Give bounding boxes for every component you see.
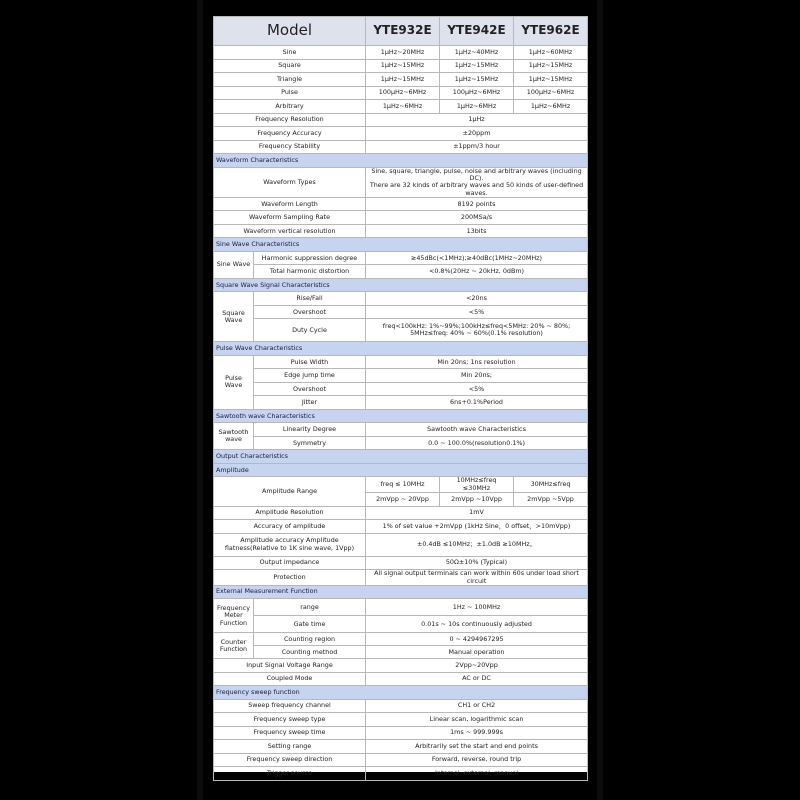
cell-value: 2mVpp ~5Vpp [514, 493, 588, 507]
row-label: Sine [214, 46, 366, 60]
cell-value [366, 319, 588, 342]
cell-value: freq ≤ 10MHz [366, 477, 440, 493]
cell-value: 1μHz~6MHz [514, 100, 588, 114]
table-row [214, 167, 588, 197]
left-border-strip [197, 0, 203, 800]
table-row [214, 319, 588, 342]
group-label: Pulse Wave [214, 355, 254, 409]
group-label: Square Wave [214, 292, 254, 342]
cell-value: CH1 or CH2 [366, 699, 588, 713]
cell-value: 1μHz~6MHz [366, 100, 440, 114]
row-label: Waveform Sampling Rate [214, 211, 366, 225]
cell-value: 1ms ~ 999.999s [366, 726, 588, 740]
table-row [214, 520, 588, 534]
section-title: Sine Wave Characteristics [214, 238, 588, 252]
cell-value: <5% [366, 382, 588, 396]
table-row [214, 396, 588, 410]
row-label: Rise/Fall [254, 292, 366, 306]
cell-value: Min 20ns; [366, 369, 588, 383]
row-label: Waveform vertical resolution [214, 224, 366, 238]
row-label: Output impedance [214, 556, 366, 570]
section-header [214, 463, 588, 477]
model-yte962e: YTE962E [514, 17, 588, 46]
table-row [214, 113, 588, 127]
cell-value: 1μHz~15MHz [366, 73, 440, 87]
row-label: Overshoot [254, 382, 366, 396]
header-row [214, 17, 588, 46]
cell-value: ±0.4dB ≤10MHz；±1.0dB ≥10MHz。 [366, 533, 588, 556]
row-label: Linearity Degree [254, 423, 366, 437]
cell-value: 1μHz~15MHz [514, 73, 588, 87]
cell-value: <20ns [366, 292, 588, 306]
row-label: Edge jump time [254, 369, 366, 383]
cell-value: 10MHz≤freq ≤30MHz [440, 477, 514, 493]
row-label: Frequency sweep direction [214, 753, 366, 767]
table-row [214, 436, 588, 450]
group-label: Frequency Meter Function [214, 599, 254, 633]
cell-value: 2mVpp ~10Vpp [440, 493, 514, 507]
row-label: Input Signal Voltage Range [214, 659, 366, 673]
cell-value: Min 20ns; 1ns resolution [366, 355, 588, 369]
table-row [214, 646, 588, 659]
spec-sheet [213, 16, 587, 777]
table-row [214, 382, 588, 396]
model-yte942e: YTE942E [440, 17, 514, 46]
cell-value: 1μHz~60MHz [514, 46, 588, 60]
table-row [214, 127, 588, 141]
row-label: Waveform Length [214, 197, 366, 211]
table-row [214, 140, 588, 154]
section-title: Waveform Characteristics [214, 154, 588, 168]
row-label: Square [214, 59, 366, 73]
table-row [214, 599, 588, 616]
table-row [214, 292, 588, 306]
cell-value: Internal, external, manual [366, 767, 588, 781]
value-line: Sine, square, triangle, pulse, noise and arbitrary waves (including DC). [371, 167, 582, 182]
row-label: Pulse Width [254, 355, 366, 369]
table-row [214, 265, 588, 279]
cell-value: 0.01s ~ 10s continuously adjusted [366, 616, 588, 633]
cell-value: ±20ppm [366, 127, 588, 141]
cell-value: Arbitrarily set the start and end points [366, 740, 588, 754]
row-label: Frequency sweep type [214, 713, 366, 727]
cell-value: 1μHz~40MHz [440, 46, 514, 60]
table-row [214, 477, 588, 493]
row-label: Duty Cycle [254, 319, 366, 342]
section-title: External Measurement Function [214, 585, 588, 599]
row-label: Overshoot [254, 305, 366, 319]
table-row [214, 73, 588, 87]
row-label: Counting method [254, 646, 366, 659]
section-header [214, 342, 588, 356]
table-row [214, 86, 588, 100]
row-label: Pulse [214, 86, 366, 100]
cell-value: ±1ppm/3 hour [366, 140, 588, 154]
right-border-strip [597, 0, 603, 800]
table-row [214, 633, 588, 646]
table-row [214, 713, 588, 727]
table-row [214, 355, 588, 369]
row-label: Coupled Mode [214, 672, 366, 686]
cell-value: 1μHz~20MHz [366, 46, 440, 60]
row-label: Trigger source [214, 767, 366, 781]
row-label: Amplitude Resolution [214, 506, 366, 520]
cell-value: 2mVpp ~ 20Vpp [366, 493, 440, 507]
cell-value: All signal output terminals can work within 60s under load short circuit [366, 570, 588, 586]
cell-value: 8192 points [366, 197, 588, 211]
table-row [214, 753, 588, 767]
cell-value: <0.8%(20Hz ~ 20kHz, 0dBm) [366, 265, 588, 279]
cell-value: AC or DC [366, 672, 588, 686]
group-label: Counter Function [214, 633, 254, 659]
cell-value: Linear scan, logarithmic scan [366, 713, 588, 727]
spec-table [213, 16, 588, 781]
row-label: Frequency sweep time [214, 726, 366, 740]
cell-value: 1μHz~15MHz [366, 59, 440, 73]
cell-value: 1mV [366, 506, 588, 520]
table-row [214, 251, 588, 265]
table-row [214, 740, 588, 754]
group-label: Sawtooth wave [214, 423, 254, 450]
row-label: Frequency Accuracy [214, 127, 366, 141]
section-title: Square Wave Signal Characteristics [214, 278, 588, 292]
cell-value: 1% of set value +2mVpp (1kHz Sine，0 offset，>10mVpp) [366, 520, 588, 534]
cell-value: 1μHz~15MHz [514, 59, 588, 73]
section-header [214, 686, 588, 700]
cell-value [366, 167, 588, 197]
cell-value: 1Hz ~ 100MHz [366, 599, 588, 616]
table-row [214, 46, 588, 60]
table-row [214, 100, 588, 114]
row-label: Amplitude Range [214, 477, 366, 506]
section-header [214, 585, 588, 599]
model-yte932e: YTE932E [366, 17, 440, 46]
cell-value: 6ns+0.1%Period [366, 396, 588, 410]
row-label: Gate time [254, 616, 366, 633]
cell-value: 100μHz~6MHz [366, 86, 440, 100]
section-title: Sawtooth wave Characteristics [214, 409, 588, 423]
table-row [214, 699, 588, 713]
cell-value: <5% [366, 305, 588, 319]
table-row [214, 211, 588, 225]
table-row [214, 305, 588, 319]
row-label: Counting region [254, 633, 366, 646]
section-header [214, 278, 588, 292]
table-row [214, 533, 588, 556]
section-header [214, 409, 588, 423]
cell-value: 1μHz~15MHz [440, 73, 514, 87]
section-title: Output Characteristics [214, 450, 588, 464]
section-title: Amplitude [214, 463, 588, 477]
cell-value: 1μHz [366, 113, 588, 127]
table-row [214, 224, 588, 238]
cell-value: Manual operation [366, 646, 588, 659]
table-row [214, 672, 588, 686]
row-label: Waveform Types [214, 167, 366, 197]
section-header [214, 450, 588, 464]
table-row [214, 369, 588, 383]
cell-value: 1μHz~15MHz [440, 59, 514, 73]
table-row [214, 59, 588, 73]
table-row [214, 423, 588, 437]
table-row [214, 767, 588, 781]
row-label: Frequency Stability [214, 140, 366, 154]
row-label: Arbitrary [214, 100, 366, 114]
cell-value: Sawtooth wave Characteristics [366, 423, 588, 437]
cell-value: 0 ~ 4294967295 [366, 633, 588, 646]
row-label: Setting range [214, 740, 366, 754]
row-label: Protection [214, 570, 366, 586]
cell-value: 0.0 ~ 100.0%(resolution0.1%) [366, 436, 588, 450]
row-label: Amplitude accuracy Amplitude flatness(Relative to 1K sine wave, 1Vpp) [214, 533, 366, 556]
value-line: There are 32 kinds of arbitrary waves and 50 kinds of user-defined waves. [369, 181, 584, 197]
row-label: Symmetry [254, 436, 366, 450]
row-label: Triangle [214, 73, 366, 87]
table-row [214, 570, 588, 586]
row-label: Total harmonic distortion [254, 265, 366, 279]
row-label: range [254, 599, 366, 616]
row-label: Sweep frequency channel [214, 699, 366, 713]
cell-value: 30MHz≤freq [514, 477, 588, 493]
table-row [214, 659, 588, 673]
table-row [214, 616, 588, 633]
section-header [214, 154, 588, 168]
row-label: Jitter [254, 396, 366, 410]
table-row [214, 506, 588, 520]
model-heading: Model [214, 17, 366, 46]
cell-value: 50Ω±10% (Typical) [366, 556, 588, 570]
cell-value: ≥45dBc(<1MHz);≥40dBc(1MHz~20MHz) [366, 251, 588, 265]
group-label: Sine Wave [214, 251, 254, 278]
cell-value: 2Vpp~20Vpp [366, 659, 588, 673]
table-row [214, 197, 588, 211]
table-row [214, 556, 588, 570]
section-title: Pulse Wave Characteristics [214, 342, 588, 356]
cell-value: 1μHz~6MHz [440, 100, 514, 114]
section-header [214, 238, 588, 252]
cell-value: 13bits [366, 224, 588, 238]
row-label: Frequency Resolution [214, 113, 366, 127]
section-title: Frequency sweep function [214, 686, 588, 700]
row-label: Accuracy of amplitude [214, 520, 366, 534]
cell-value: Forward, reverse, round trip [366, 753, 588, 767]
table-row [214, 726, 588, 740]
value-line: 5MHz≤freq: 40% ~ 60%(0.1% resolution) [410, 329, 543, 338]
row-label: Harmonic suppression degree [254, 251, 366, 265]
value-line: freq<100kHz: 1%~99%;100kHz≤freq<5MHz: 20% ~ 80%; [382, 322, 571, 331]
cell-value: 200MSa/s [366, 211, 588, 225]
cell-value: 100μHz~6MHz [440, 86, 514, 100]
cell-value: 100μHz~6MHz [514, 86, 588, 100]
